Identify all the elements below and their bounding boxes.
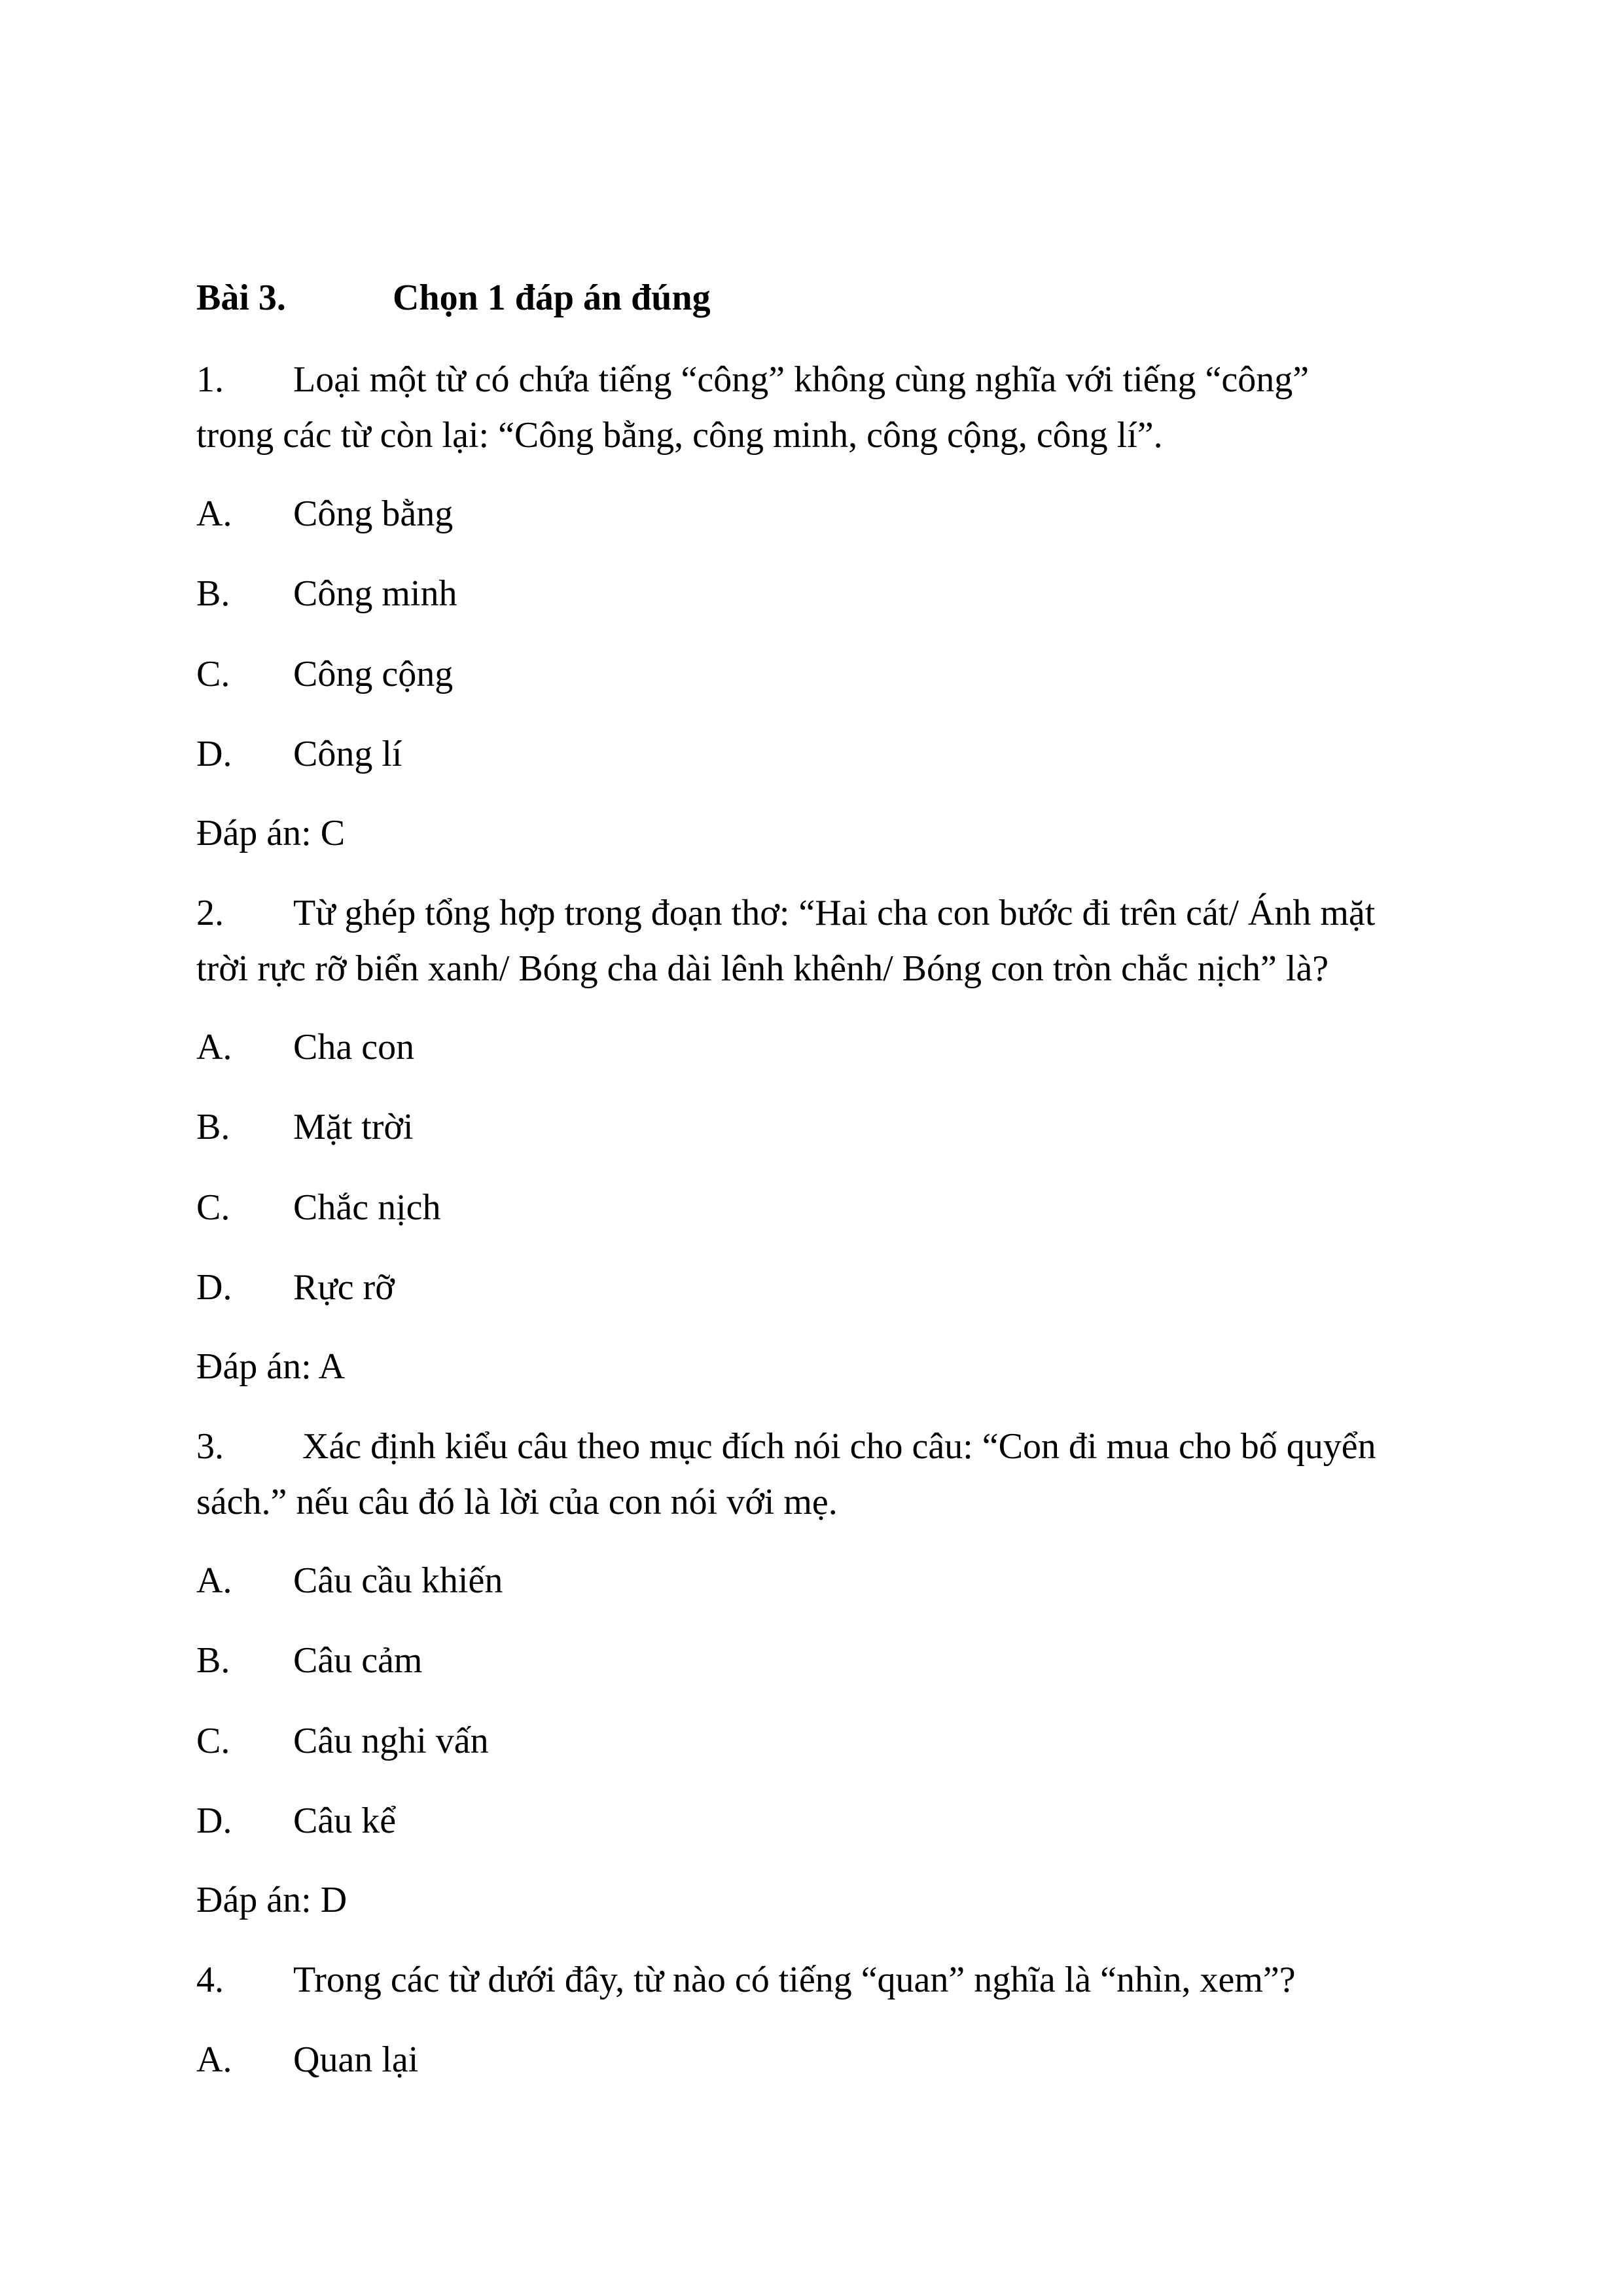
question-text: Xác định kiểu câu theo mục đích nói cho câu: “Con đi mua cho bố quyển — [293, 1426, 1376, 1467]
answer: Đáp án: D — [196, 1880, 348, 1920]
answer: Đáp án: C — [196, 813, 346, 853]
option-a — [196, 491, 453, 537]
option-letter: A. — [196, 493, 232, 534]
option-text: Công bằng — [293, 493, 454, 534]
question-number: 3. — [196, 1426, 224, 1467]
option-d — [196, 731, 402, 777]
option-d — [196, 1265, 395, 1310]
option-d — [196, 1798, 396, 1844]
option-letter: A. — [196, 1560, 232, 1601]
question-3-continued: sách.” nếu câu đó là lời của con nói với mẹ. — [196, 1482, 838, 1522]
question-text: Loại một từ có chứa tiếng “công” không cùng nghĩa với tiếng “công” — [293, 359, 1310, 400]
option-b — [196, 571, 457, 617]
question-1-continued: trong các từ còn lại: “Công bằng, công minh, công cộng, công lí”. — [196, 415, 1163, 456]
option-text: Công lí — [293, 734, 402, 774]
option-letter: D. — [196, 1801, 232, 1841]
option-text: Chắc nịch — [293, 1187, 441, 1228]
option-c — [196, 651, 453, 697]
option-c — [196, 1718, 489, 1764]
question-1 — [196, 357, 1309, 403]
option-b — [196, 1638, 422, 1683]
exercise-title: Chọn 1 đáp án đúng — [393, 278, 711, 318]
option-text: Câu cầu khiến — [293, 1560, 503, 1601]
option-letter: B. — [196, 1107, 230, 1147]
option-text: Cha con — [293, 1027, 415, 1067]
option-text: Mặt trời — [293, 1107, 414, 1147]
option-letter: B. — [196, 573, 230, 614]
option-letter: B. — [196, 1640, 230, 1681]
question-3 — [196, 1424, 1376, 1469]
option-letter: D. — [196, 734, 232, 774]
question-number: 2. — [196, 893, 224, 933]
option-text: Câu kể — [293, 1801, 397, 1841]
option-letter: A. — [196, 2039, 232, 2080]
option-text: Công cộng — [293, 654, 454, 694]
question-2-continued: trời rực rỡ biển xanh/ Bóng cha dài lênh khênh/ Bóng con tròn chắc nịch” là? — [196, 948, 1329, 989]
question-text: Từ ghép tổng hợp trong đoạn thơ: “Hai cha con bước đi trên cát/ Ánh mặt — [293, 893, 1376, 933]
option-letter: C. — [196, 1187, 230, 1228]
answer: Đáp án: A — [196, 1346, 346, 1387]
question-text: Trong các từ dưới đây, từ nào có tiếng “quan” nghĩa là “nhìn, xem”? — [293, 1960, 1296, 2000]
option-b — [196, 1104, 414, 1150]
question-number: 1. — [196, 359, 224, 400]
option-text: Công minh — [293, 573, 457, 614]
option-a — [196, 1558, 503, 1604]
option-letter: C. — [196, 654, 230, 694]
option-c — [196, 1185, 440, 1230]
option-letter: A. — [196, 1027, 232, 1067]
option-letter: D. — [196, 1267, 232, 1308]
option-a — [196, 2037, 418, 2083]
question-2 — [196, 890, 1375, 936]
option-text: Câu nghi vấn — [293, 1721, 489, 1761]
question-number: 4. — [196, 1960, 224, 2000]
exercise-heading — [196, 275, 711, 321]
option-text: Rực rỡ — [293, 1267, 395, 1308]
option-a — [196, 1024, 414, 1070]
option-text: Câu cảm — [293, 1640, 423, 1681]
question-4 — [196, 1957, 1296, 2003]
exercise-number: Bài 3. — [196, 278, 286, 318]
option-letter: C. — [196, 1721, 230, 1761]
option-text: Quan lại — [293, 2039, 419, 2080]
